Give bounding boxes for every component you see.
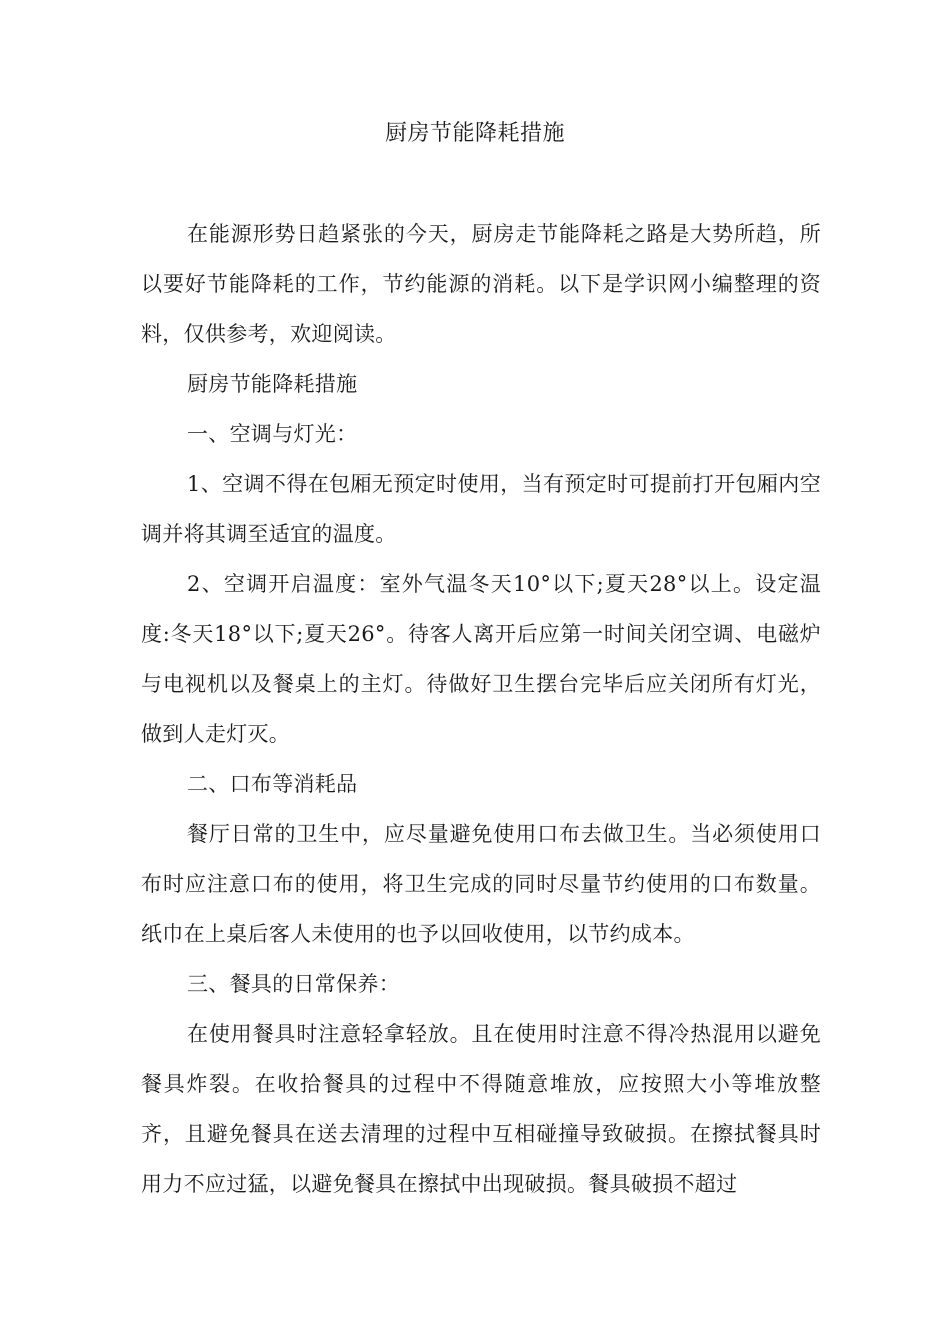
section-heading-ac-lighting: 一、空调与灯光： bbox=[187, 422, 358, 446]
document-body bbox=[141, 209, 821, 1209]
section-heading-consumables: 二、口布等消耗品 bbox=[187, 772, 358, 796]
section-heading-tableware: 三、餐具的日常保养： bbox=[187, 972, 400, 996]
paragraph-intro: 在能源形势日趋紧张的今天，厨房走节能降耗之路是大势所趋，所以要好节能降耗的工作，节约能源的消耗。以下是学识网小编整理的资料，仅供参考，欢迎阅读。 bbox=[141, 222, 821, 346]
paragraph-subtitle: 厨房节能降耗措施 bbox=[187, 372, 358, 396]
paragraph-ac-rule-1: 1、空调不得在包厢无预定时使用，当有预定时可提前打开包厢内空调并将其调至适宜的温度。 bbox=[141, 472, 821, 546]
document-title: 厨房节能降耗措施 bbox=[384, 121, 565, 146]
paragraph-consumables: 餐厅日常的卫生中，应尽量避免使用口布去做卫生。当必须使用口布时应注意口布的使用，将卫生完成的同时尽量节约使用的口布数量。纸巾在上桌后客人未使用的也予以回收使用，以节约成本。 bbox=[141, 822, 821, 946]
paragraph-ac-rule-2: 2、空调开启温度：室外气温冬天10°以下;夏天28°以上。设定温度:冬天18°以下;夏天26°。待客人离开后应第一时间关闭空调、电磁炉与电视机以及餐桌上的主灯。待做好卫生摆台完毕后应关闭所有灯光，做到人走灯灭。 bbox=[141, 572, 821, 746]
paragraph-tableware: 在使用餐具时注意轻拿轻放。且在使用时注意不得冷热混用以避免餐具炸裂。在收拾餐具的过程中不得随意堆放，应按照大小等堆放整齐，且避免餐具在送去清理的过程中互相碰撞导致破损。在擦拭餐具时用力不应过猛，以避免餐具在擦拭中出现破损。餐具破损不超过 bbox=[141, 1022, 821, 1196]
